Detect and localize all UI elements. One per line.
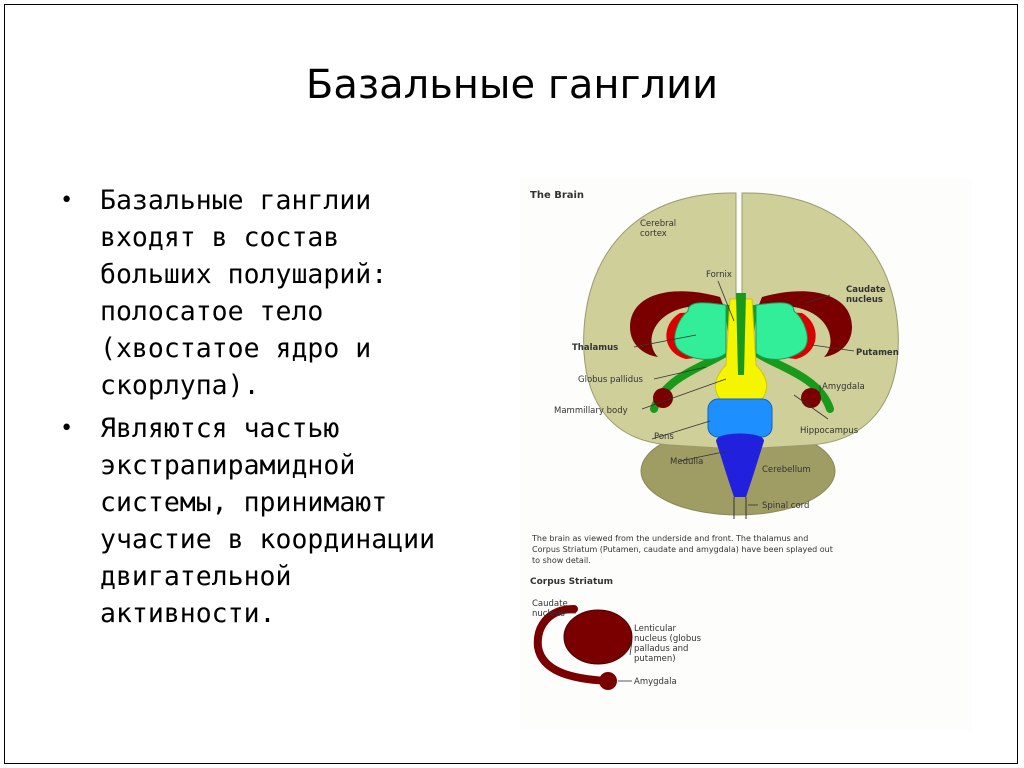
- label-globus-pallidus: Globus pallidus: [578, 375, 643, 385]
- slide-title: Базальные ганглии: [305, 62, 719, 108]
- bullet-item: [60, 182, 500, 404]
- bullet-line: входят в состав: [100, 222, 340, 253]
- label-hippocampus: Hippocampus: [800, 426, 859, 436]
- striatum-label-lenticular-2: nucleus (globus: [634, 634, 702, 644]
- bullet-marker: •: [60, 416, 74, 441]
- label-cerebral-cortex-2: cortex: [640, 229, 667, 239]
- bullet-line: больших полушарий:: [100, 259, 388, 290]
- label-amygdala: Amygdala: [822, 382, 865, 392]
- brain-diagram: [520, 179, 972, 731]
- bullet-line: двигательной: [100, 561, 292, 592]
- striatum-label-amygdala: Amygdala: [634, 677, 677, 687]
- bullet-item: [60, 410, 500, 632]
- label-caudate-2: nucleus: [846, 295, 883, 305]
- striatum-label-caudate-1: Caudate: [532, 599, 568, 609]
- left-amygdala: [653, 388, 673, 408]
- bullet-line: (хвостатое ядро и: [100, 333, 372, 364]
- striatum-heading: Corpus Striatum: [530, 577, 614, 587]
- bullet-line: системы, принимают: [100, 487, 388, 518]
- label-medulla: Medulla: [670, 457, 704, 467]
- bullet-line: экстрапирамидной: [100, 450, 356, 481]
- label-cerebral-cortex-1: Cerebral: [640, 219, 677, 229]
- striatum-amygdala: [599, 672, 617, 690]
- label-fornix: Fornix: [706, 270, 732, 280]
- label-cerebellum: Cerebellum: [762, 465, 811, 475]
- bullet-line: Базальные ганглии: [100, 185, 372, 216]
- bullet-line: скорлупа).: [100, 370, 260, 401]
- bullet-line: активности.: [100, 598, 276, 629]
- striatum-label-lenticular-1: Lenticular: [634, 624, 677, 634]
- label-pons: Pons: [654, 432, 674, 442]
- pons-shape: [708, 399, 772, 437]
- brain-figure: [520, 179, 972, 731]
- label-mammillary-body: Mammillary body: [554, 406, 628, 416]
- striatum-label-lenticular-4: putamen): [634, 654, 676, 664]
- bullet-line: участие в координации: [100, 524, 436, 555]
- label-putamen: Putamen: [856, 348, 899, 358]
- caption-line-1: The brain as viewed from the underside and front. The thalamus and: [532, 534, 809, 543]
- striatum-label-lenticular-3: palladus and: [634, 644, 689, 654]
- striatum-label-caudate-2: nucleus: [532, 609, 565, 619]
- caption-line-3: to show detail.: [532, 556, 591, 565]
- caption-line-2: Corpus Striatum (Putamen, caudate and amygdala) have been splayed out: [532, 545, 833, 554]
- bullet-marker: •: [60, 188, 74, 213]
- figure-heading: The Brain: [530, 190, 585, 201]
- label-caudate-1: Caudate: [846, 285, 886, 295]
- bullet-line: полосатое тело: [100, 296, 324, 327]
- striatum-lenticular: [564, 610, 632, 664]
- label-spinal-cord: Spinal cord: [762, 501, 810, 511]
- bullet-line: Являются частью: [100, 413, 340, 444]
- label-thalamus: Thalamus: [572, 343, 619, 353]
- right-amygdala: [801, 388, 821, 408]
- bullet-list: [60, 182, 500, 638]
